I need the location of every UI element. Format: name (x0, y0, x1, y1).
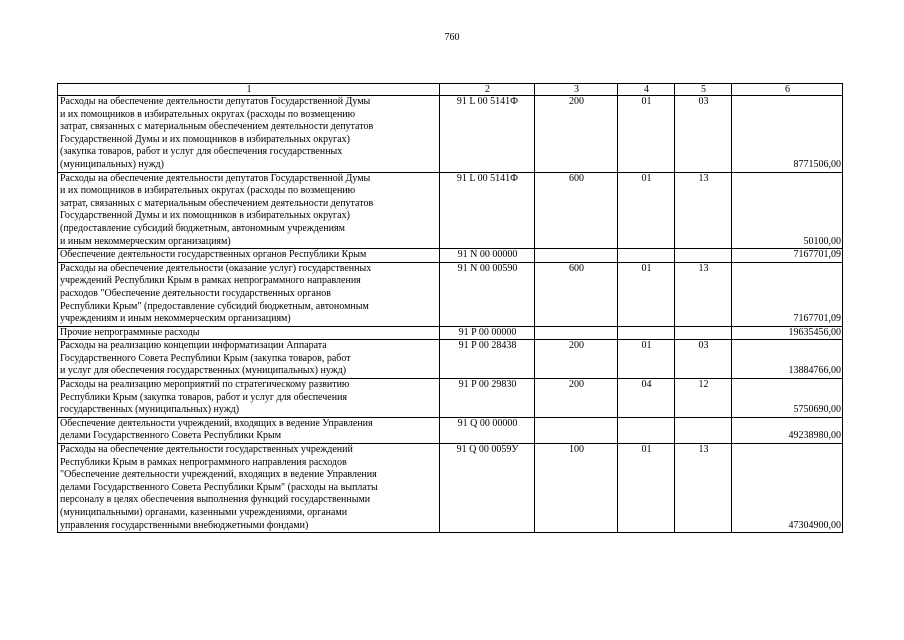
row-amount: 50100,00 (732, 172, 843, 249)
table-row (58, 249, 843, 263)
row-col5 (675, 249, 732, 263)
table-row (58, 172, 843, 249)
row-code: 91 P 00 28438 (440, 340, 535, 379)
row-code: 91 P 00 00000 (440, 326, 535, 340)
row-amount: 47304900,00 (732, 444, 843, 533)
row-col3 (535, 417, 618, 443)
row-col4 (618, 249, 675, 263)
table-row (58, 326, 843, 340)
row-amount: 5750690,00 (732, 379, 843, 418)
row-description: Прочие непрограммные расходы (58, 326, 440, 340)
table-row (58, 262, 843, 326)
row-col4: 01 (618, 96, 675, 173)
row-description: Обеспечение деятельности государственных органов Республики Крым (58, 249, 440, 263)
row-code: 91 L 00 5141Ф (440, 172, 535, 249)
column-header: 1 (58, 84, 440, 96)
row-description: Расходы на обеспечение деятельности депутатов Государственной Думы и их помощников в избирательных округах (расходы по возмещению затрат, связанных с материальным обеспечением деятельности депутатов Государственной Думы и их помощников в избирательных округах) (закупка товаров, работ и услуг для обеспечения государственных (муниципальных) нужд) (58, 96, 440, 173)
row-description: Расходы на обеспечение деятельности депутатов Государственной Думы и их помощников в избирательных округах (расходы по возмещению затрат, связанных с материальным обеспечением деятельности депутатов Государственной Думы и их помощников в избирательных округах) (предоставление субсидий бюджетным, автономным учреждениям и иным некоммерческим организациям) (58, 172, 440, 249)
row-col5: 03 (675, 96, 732, 173)
budget-table (57, 83, 843, 533)
row-description: Обеспечение деятельности учреждений, входящих в ведение Управления делами Государственного Совета Республики Крым (58, 417, 440, 443)
row-col4 (618, 326, 675, 340)
row-col3: 600 (535, 262, 618, 326)
row-description: Расходы на обеспечение деятельности (оказание услуг) государственных учреждений Республики Крым в рамках непрограммного направления расходов "Обеспечение деятельности государственных органов Республики Крым" (предоставление субсидий бюджетным, автономным учреждениям и иным некоммерческим организациям) (58, 262, 440, 326)
column-header: 2 (440, 84, 535, 96)
row-col3: 100 (535, 444, 618, 533)
table-row (58, 417, 843, 443)
row-col3: 200 (535, 96, 618, 173)
table-header-row (58, 84, 843, 96)
row-amount: 19635456,00 (732, 326, 843, 340)
row-code: 91 Q 00 00000 (440, 417, 535, 443)
row-col5: 13 (675, 444, 732, 533)
row-description: Расходы на обеспечение деятельности государственных учреждений Республики Крым в рамках непрограммного направления расходов "Обеспечение деятельности учреждений, входящих в ведение Управления делами Государственного Совета Республики Крым" (расходы на выплаты персоналу в целях обеспечения выполнения функций государственными (муниципальными) органами, казенными учреждениями, органами управления государственными внебюджетными фондами) (58, 444, 440, 533)
row-amount: 49238980,00 (732, 417, 843, 443)
row-col3: 600 (535, 172, 618, 249)
column-header: 4 (618, 84, 675, 96)
row-code: 91 N 00 00590 (440, 262, 535, 326)
row-code: 91 P 00 29830 (440, 379, 535, 418)
row-col4: 01 (618, 262, 675, 326)
row-description: Расходы на реализацию мероприятий по стратегическому развитию Республики Крым (закупка товаров, работ и услуг для обеспечения государственных (муниципальных) нужд) (58, 379, 440, 418)
row-col3: 200 (535, 379, 618, 418)
row-description: Расходы на реализацию концепции информатизации Аппарата Государственного Совета Республики Крым (закупка товаров, работ и услуг для обеспечения государственных (муниципальных) нужд) (58, 340, 440, 379)
row-amount: 8771506,00 (732, 96, 843, 173)
row-col4: 01 (618, 444, 675, 533)
column-header: 5 (675, 84, 732, 96)
row-col4: 04 (618, 379, 675, 418)
row-col5: 13 (675, 262, 732, 326)
table-row (58, 379, 843, 418)
column-header: 3 (535, 84, 618, 96)
row-amount: 7167701,09 (732, 249, 843, 263)
row-amount: 7167701,09 (732, 262, 843, 326)
row-col5 (675, 417, 732, 443)
row-col3: 200 (535, 340, 618, 379)
row-code: 91 N 00 00000 (440, 249, 535, 263)
row-col5: 03 (675, 340, 732, 379)
row-col3 (535, 249, 618, 263)
row-col4: 01 (618, 172, 675, 249)
column-header: 6 (732, 84, 843, 96)
page-number: 760 (444, 32, 460, 43)
row-col5: 13 (675, 172, 732, 249)
row-col3 (535, 326, 618, 340)
row-col4 (618, 417, 675, 443)
row-col5: 12 (675, 379, 732, 418)
row-col5 (675, 326, 732, 340)
table-row (58, 340, 843, 379)
table-row (58, 96, 843, 173)
row-col4: 01 (618, 340, 675, 379)
row-amount: 13884766,00 (732, 340, 843, 379)
table-row (58, 444, 843, 533)
row-code: 91 Q 00 0059У (440, 444, 535, 533)
row-code: 91 L 00 5141Ф (440, 96, 535, 173)
